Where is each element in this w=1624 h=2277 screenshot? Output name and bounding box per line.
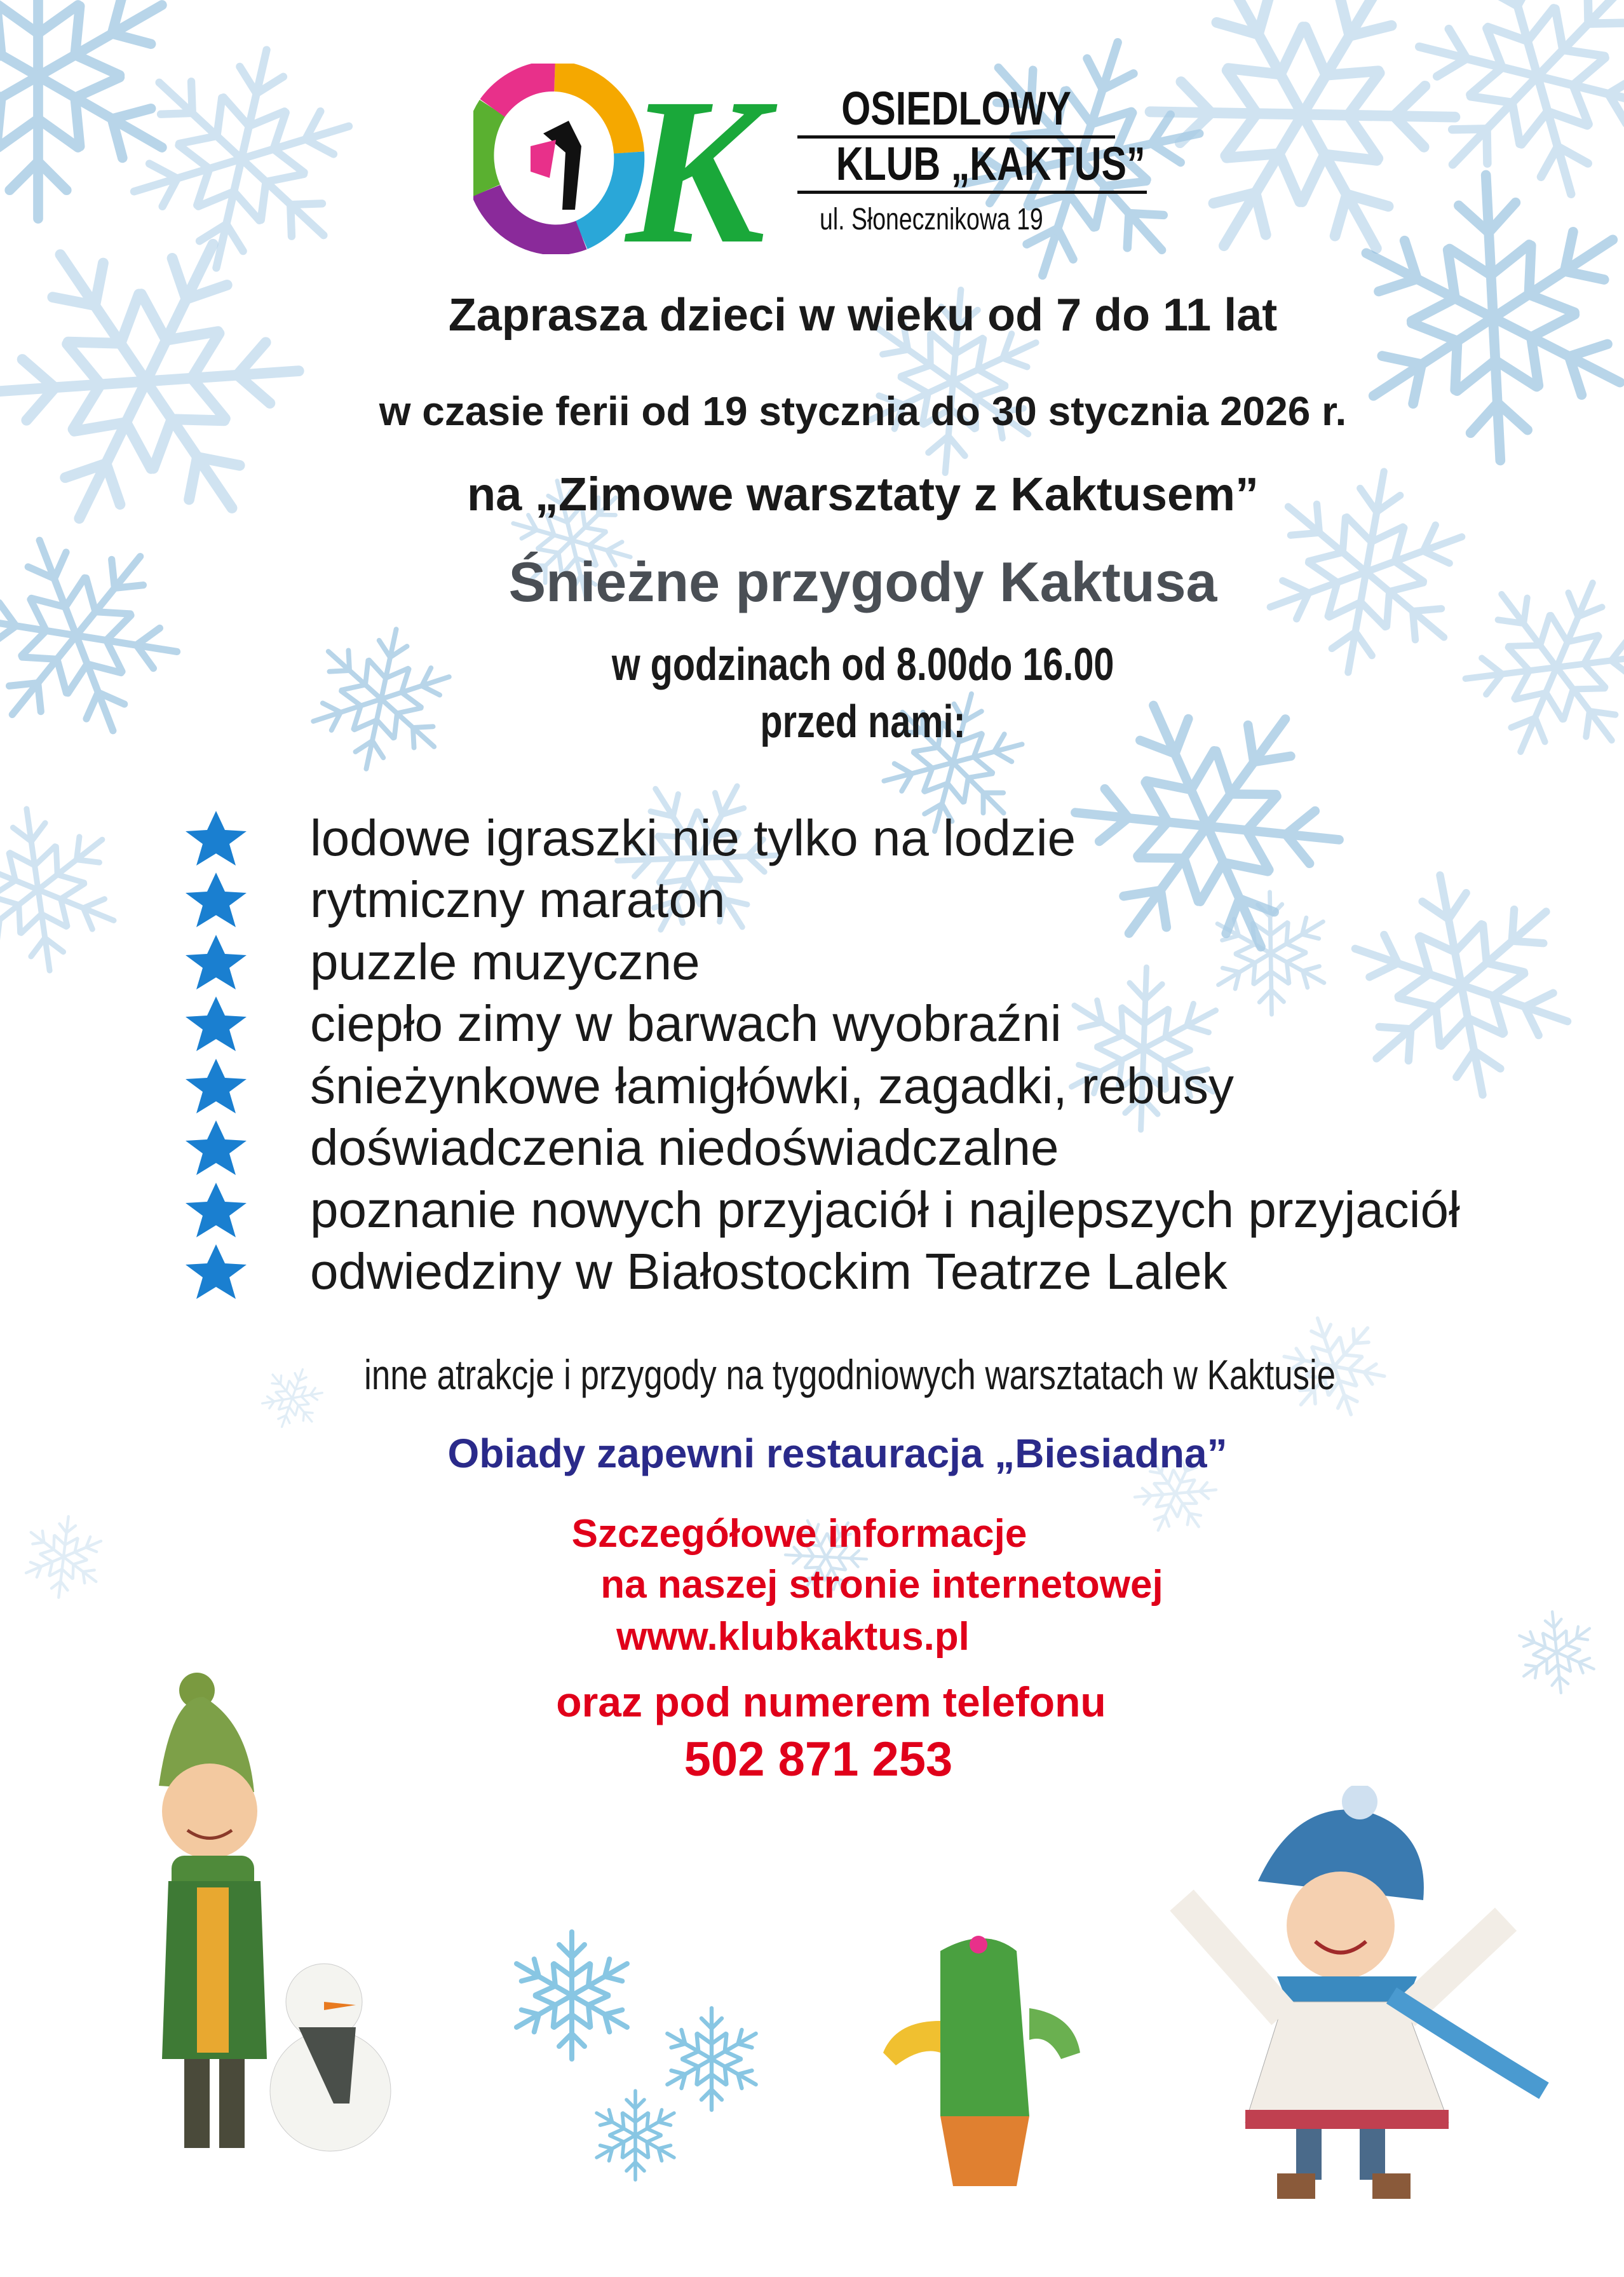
activity-label: puzzle muzyczne — [310, 933, 700, 990]
activity-item — [178, 993, 1460, 1056]
activity-item — [178, 1117, 1460, 1179]
star-icon — [178, 871, 254, 928]
phone-number: 502 871 253 — [684, 1732, 953, 1786]
invitation-age: Zaprasza dzieci w wieku od 7 do 11 lat — [448, 290, 1278, 341]
star-icon — [178, 1057, 254, 1115]
snowflake-icon — [121, 28, 362, 290]
other-attractions: inne atrakcje i przygody na tygodniowych warsztatach w Kaktusie — [364, 1351, 1336, 1398]
activities-lead: przed nami: — [760, 697, 966, 747]
activity-item — [178, 869, 1460, 932]
activity-item — [178, 807, 1460, 869]
activity-item — [178, 931, 1460, 993]
workshop-subtitle: Śnieżne przygody Kaktusa — [508, 550, 1217, 613]
club-logo — [473, 64, 785, 254]
activity-label: poznanie nowych przyjaciół i najlepszych przyjaciół — [310, 1181, 1460, 1238]
logo-k-letter: K — [626, 64, 766, 254]
activity-label: doświadczenia niedoświadczalne — [310, 1119, 1059, 1176]
details-info: Szczegółowe informacje — [571, 1512, 1027, 1556]
club-address: ul. Słonecznikowa 19 — [820, 203, 1043, 236]
star-icon — [178, 995, 254, 1052]
snowflake-icon — [0, 784, 145, 995]
activity-label: śnieżynkowe łamigłówki, zagadki, rebusy — [310, 1057, 1234, 1114]
star-icon — [178, 934, 254, 991]
star-icon — [178, 1181, 254, 1239]
website-link[interactable]: www.klubkaktus.pl — [616, 1615, 970, 1659]
invitation-dates: w czasie ferii od 19 stycznia do 30 stycznia 2026 r. — [379, 388, 1347, 434]
activity-item — [178, 1055, 1460, 1117]
workshop-hours: w godzinach od 8.00do 16.00 — [611, 639, 1114, 690]
snowflake-icon — [1147, 0, 1457, 250]
girl-in-snow-illustration — [1150, 1786, 1582, 2205]
activity-label: ciepło zimy w barwach wyobraźni — [310, 995, 1062, 1052]
snowflake-icon — [0, 0, 162, 219]
phone-info: oraz pod numerem telefonu — [556, 1678, 1106, 1725]
activity-label: odwiedziny w Białostockim Teatrze Lalek — [310, 1243, 1228, 1300]
activity-item — [178, 1179, 1460, 1241]
activity-label: rytmiczny maraton — [310, 871, 726, 928]
meals-info: Obiady zapewni restauracja „Biesiadna” — [447, 1431, 1228, 1476]
activities-list — [178, 807, 1460, 1303]
workshop-title: na „Zimowe warsztaty z Kaktusem” — [466, 468, 1259, 520]
cactus-mascot-illustration — [858, 1926, 1112, 2192]
star-icon — [178, 810, 254, 867]
snowflake-icon — [1393, 0, 1624, 209]
elf-with-snowman-illustration — [114, 1671, 445, 2167]
details-website-info: na naszej stronie internetowej — [600, 1563, 1163, 1607]
club-name-line1: OSIEDLOWY — [797, 81, 1115, 139]
activity-item — [178, 1241, 1460, 1303]
star-icon — [178, 1243, 254, 1300]
club-name-line2: KLUB „KAKTUS” — [797, 137, 1147, 194]
star-icon — [178, 1119, 254, 1176]
activity-label: lodowe igraszki nie tylko na lodzie — [310, 809, 1076, 866]
